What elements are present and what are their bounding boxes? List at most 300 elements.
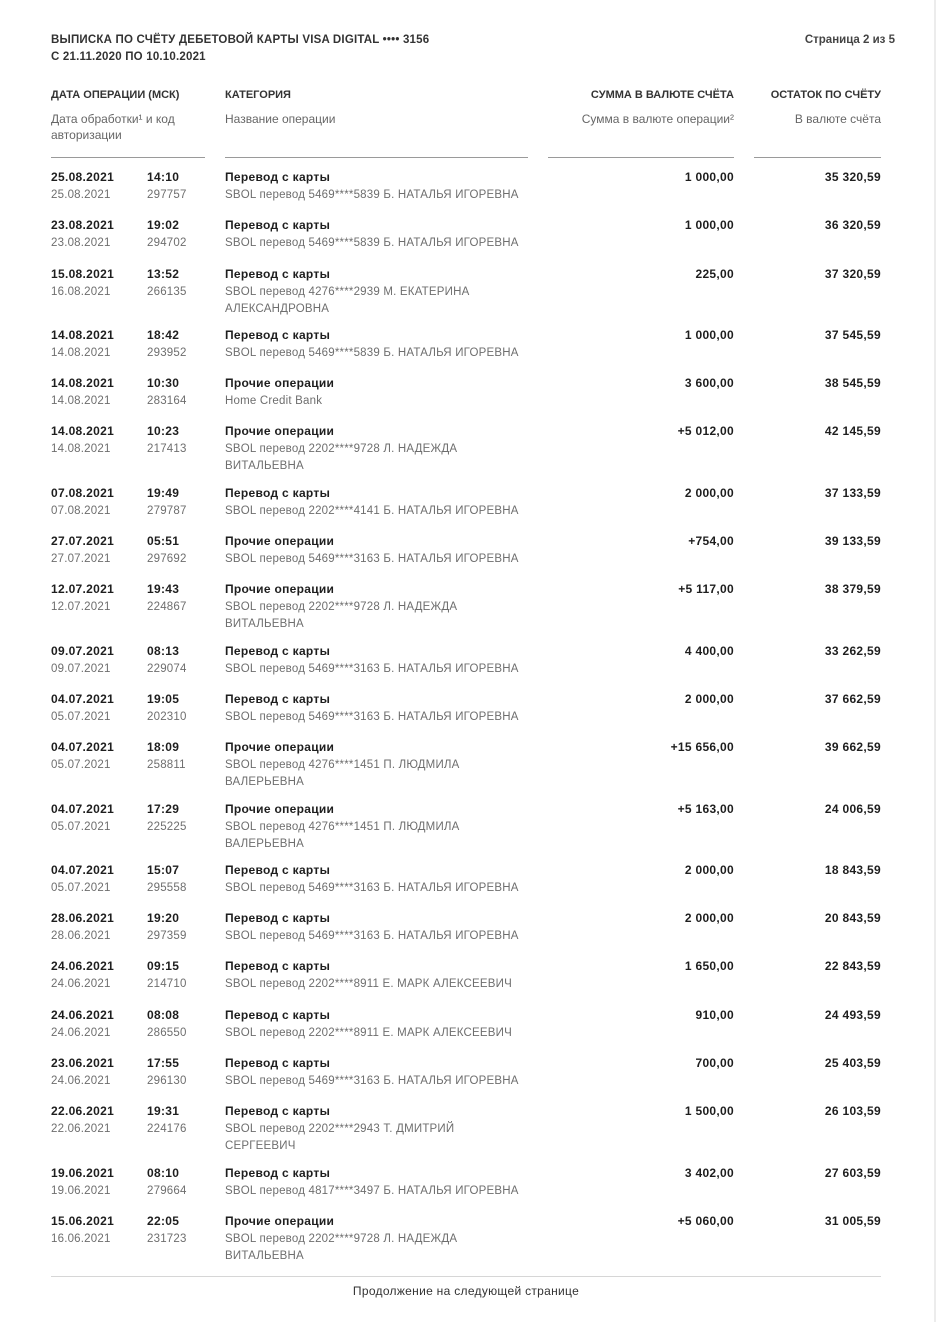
authorization-code: 266135 bbox=[147, 285, 187, 298]
transaction-row bbox=[51, 641, 881, 689]
operation-name bbox=[225, 187, 548, 204]
operation-amount: 1 500,00 bbox=[684, 1104, 734, 1119]
authorization-code: 224867 bbox=[147, 601, 187, 614]
operation-name bbox=[225, 880, 548, 897]
operation-name bbox=[225, 1183, 548, 1200]
account-balance-cell bbox=[734, 689, 881, 730]
transaction-row bbox=[51, 1005, 881, 1053]
operation-amount-cell bbox=[548, 215, 734, 256]
account-balance-cell bbox=[734, 737, 881, 791]
account-balance-cell bbox=[734, 641, 881, 682]
operation-category-cell bbox=[225, 737, 548, 791]
operation-category: Перевод с карты bbox=[225, 170, 331, 184]
operation-time-cell bbox=[147, 908, 225, 949]
operation-amount-cell bbox=[548, 1101, 734, 1155]
operation-time: 09:15 bbox=[147, 959, 180, 974]
operation-amount: 3 402,00 bbox=[684, 1165, 734, 1180]
operation-name bbox=[225, 599, 548, 633]
operation-amount: 4 400,00 bbox=[684, 643, 734, 658]
operation-name-line: SBOL перевод 2202****9728 Л. НАДЕЖДА bbox=[225, 601, 458, 614]
operation-category: Перевод с карты bbox=[225, 1056, 331, 1071]
transaction-row bbox=[51, 1163, 881, 1211]
operation-time-cell bbox=[147, 737, 225, 791]
column-header-category bbox=[225, 87, 528, 158]
operation-date: 23.06.2021 bbox=[51, 1056, 115, 1071]
authorization-code: 286550 bbox=[147, 1026, 187, 1039]
processing-date: 05.07.2021 bbox=[51, 820, 111, 833]
operation-amount: 1 000,00 bbox=[684, 170, 734, 184]
operation-date-cell bbox=[51, 579, 147, 633]
authorization-code: 225225 bbox=[147, 820, 187, 833]
operation-category: Прочие операции bbox=[225, 376, 335, 391]
operation-date: 04.07.2021 bbox=[51, 740, 115, 755]
processing-date: 14.08.2021 bbox=[51, 443, 111, 456]
operation-time: 15:07 bbox=[147, 862, 180, 877]
account-balance-cell bbox=[734, 579, 881, 633]
operation-name-line: SBOL перевод 5469****5839 Б. НАТАЛЬЯ ИГОРЕВНА bbox=[225, 189, 519, 201]
operation-date: 14.08.2021 bbox=[51, 424, 115, 439]
operation-amount: 700,00 bbox=[695, 1056, 734, 1071]
operation-name bbox=[225, 709, 548, 726]
operation-name bbox=[225, 1025, 548, 1042]
operation-date: 04.07.2021 bbox=[51, 801, 115, 816]
authorization-code: 231723 bbox=[147, 1232, 187, 1245]
operation-amount-cell bbox=[548, 1005, 734, 1046]
authorization-code: 293952 bbox=[147, 346, 187, 359]
operation-time-cell bbox=[147, 373, 225, 414]
operation-amount: 2 000,00 bbox=[684, 485, 734, 500]
operation-time: 13:52 bbox=[147, 266, 180, 281]
operation-time: 08:08 bbox=[147, 1007, 180, 1022]
account-balance-cell bbox=[734, 167, 881, 208]
operation-amount: 225,00 bbox=[695, 266, 734, 281]
column-header-balance bbox=[754, 87, 881, 158]
operation-name-line: SBOL перевод 5469****5839 Б. НАТАЛЬЯ ИГОРЕВНА bbox=[225, 237, 519, 250]
operation-name-line: SBOL перевод 2202****2943 Т. ДМИТРИЙ bbox=[225, 1123, 455, 1136]
authorization-code: 283164 bbox=[147, 395, 187, 408]
operation-name-line: ВИТАЛЬЕВНА bbox=[225, 1249, 304, 1262]
operation-category-cell bbox=[225, 860, 548, 901]
account-balance-cell bbox=[734, 531, 881, 572]
processing-date: 09.07.2021 bbox=[51, 662, 111, 675]
transaction-row bbox=[51, 264, 881, 325]
operation-amount-cell bbox=[548, 1163, 734, 1204]
account-balance: 24 006,59 bbox=[824, 801, 881, 816]
column-subtitle: В валюте счёта bbox=[794, 112, 881, 126]
operation-date: 14.08.2021 bbox=[51, 376, 115, 391]
account-balance: 42 145,59 bbox=[824, 424, 881, 439]
account-balance-cell bbox=[734, 1163, 881, 1204]
operation-time: 18:42 bbox=[147, 327, 180, 342]
operation-name-line: SBOL перевод 4276****2939 М. ЕКАТЕРИНА bbox=[225, 285, 470, 298]
transaction-row bbox=[51, 1211, 881, 1272]
operation-date-cell bbox=[51, 215, 147, 256]
operation-category-cell bbox=[225, 325, 548, 366]
operation-name-line: SBOL перевод 2202****9728 Л. НАДЕЖДА bbox=[225, 1232, 458, 1245]
account-balance-cell bbox=[734, 264, 881, 318]
operation-date-cell bbox=[51, 373, 147, 414]
operation-category-cell bbox=[225, 167, 548, 208]
operation-category: Перевод с карты bbox=[225, 1104, 331, 1119]
processing-date: 23.08.2021 bbox=[51, 237, 111, 250]
authorization-code: 295558 bbox=[147, 881, 187, 894]
account-balance-cell bbox=[734, 1005, 881, 1046]
operation-amount: 3 600,00 bbox=[684, 376, 734, 391]
account-balance-cell bbox=[734, 421, 881, 475]
operation-amount-cell bbox=[548, 956, 734, 997]
account-balance-cell bbox=[734, 956, 881, 997]
statement-header bbox=[51, 32, 429, 66]
operation-amount: 2 000,00 bbox=[684, 911, 734, 926]
column-subtitle: Дата обработки¹ и код авторизации bbox=[51, 112, 175, 142]
operation-amount: +5 060,00 bbox=[677, 1213, 734, 1228]
operation-name bbox=[225, 235, 548, 252]
operation-time: 10:30 bbox=[147, 376, 180, 391]
account-balance: 35 320,59 bbox=[824, 170, 881, 184]
operation-date-cell bbox=[51, 860, 147, 901]
operation-name-line: SBOL перевод 5469****3163 Б. НАТАЛЬЯ ИГОРЕВНА bbox=[225, 710, 519, 723]
account-balance: 18 843,59 bbox=[824, 862, 881, 877]
operation-date: 09.07.2021 bbox=[51, 643, 115, 658]
processing-date: 12.07.2021 bbox=[51, 601, 111, 614]
operation-category: Перевод с карты bbox=[225, 691, 331, 706]
operation-amount-cell bbox=[548, 531, 734, 572]
processing-date: 14.08.2021 bbox=[51, 346, 111, 359]
operation-amount-cell bbox=[548, 1211, 734, 1265]
column-header-amount bbox=[548, 87, 734, 158]
operation-category-cell bbox=[225, 373, 548, 414]
operation-name bbox=[225, 1073, 548, 1090]
operation-category: Перевод с карты bbox=[225, 266, 331, 281]
account-balance-cell bbox=[734, 325, 881, 366]
operation-amount-cell bbox=[548, 373, 734, 414]
operation-amount-cell bbox=[548, 264, 734, 318]
operation-date-cell bbox=[51, 908, 147, 949]
processing-date: 27.07.2021 bbox=[51, 553, 111, 566]
authorization-code: 297757 bbox=[147, 189, 187, 201]
operation-amount-cell bbox=[548, 483, 734, 524]
account-balance: 37 320,59 bbox=[824, 266, 881, 281]
transaction-row bbox=[51, 956, 881, 1004]
operation-time-cell bbox=[147, 1163, 225, 1204]
statement-period: С 21.11.2020 ПО 10.10.2021 bbox=[51, 51, 206, 63]
processing-date: 24.06.2021 bbox=[51, 1075, 111, 1088]
operation-name-line: SBOL перевод 5469****3163 Б. НАТАЛЬЯ ИГОРЕВНА bbox=[225, 662, 519, 675]
operation-time: 19:02 bbox=[147, 218, 180, 233]
operation-date: 23.08.2021 bbox=[51, 218, 115, 233]
operation-amount-cell bbox=[548, 737, 734, 791]
operation-date-cell bbox=[51, 737, 147, 791]
operation-amount: +15 656,00 bbox=[670, 740, 734, 755]
operation-amount: +5 163,00 bbox=[677, 801, 734, 816]
processing-date: 24.06.2021 bbox=[51, 1026, 111, 1039]
operation-name-line: SBOL перевод 5469****3163 Б. НАТАЛЬЯ ИГОРЕВНА bbox=[225, 881, 519, 894]
operation-name-line: SBOL перевод 4276****1451 П. ЛЮДМИЛА bbox=[225, 820, 460, 833]
operation-category: Перевод с карты bbox=[225, 218, 331, 233]
operation-time: 19:49 bbox=[147, 485, 180, 500]
operation-category: Прочие операции bbox=[225, 534, 335, 549]
operation-category-cell bbox=[225, 1053, 548, 1094]
operation-name bbox=[225, 393, 548, 410]
column-subtitle: Сумма в валюте операции² bbox=[581, 112, 734, 126]
footer-divider bbox=[51, 1276, 881, 1277]
operation-amount-cell bbox=[548, 641, 734, 682]
operation-category-cell bbox=[225, 1163, 548, 1204]
account-balance: 31 005,59 bbox=[824, 1213, 881, 1228]
operation-time-cell bbox=[147, 167, 225, 208]
processing-date: 28.06.2021 bbox=[51, 930, 111, 943]
authorization-code: 217413 bbox=[147, 443, 187, 456]
processing-date: 25.08.2021 bbox=[51, 189, 111, 201]
operation-date: 14.08.2021 bbox=[51, 327, 115, 342]
operation-category: Перевод с карты bbox=[225, 1165, 331, 1180]
processing-date: 16.06.2021 bbox=[51, 1232, 111, 1245]
operation-name-line: SBOL перевод 2202****8911 Е. МАРК АЛЕКСЕЕВИЧ bbox=[225, 978, 512, 991]
processing-date: 22.06.2021 bbox=[51, 1123, 111, 1136]
processing-date: 24.06.2021 bbox=[51, 978, 111, 991]
operation-time: 08:10 bbox=[147, 1165, 180, 1180]
operation-name bbox=[225, 1121, 548, 1155]
operation-time: 18:09 bbox=[147, 740, 180, 755]
transaction-row bbox=[51, 860, 881, 908]
authorization-code: 279664 bbox=[147, 1184, 187, 1197]
operation-time: 14:10 bbox=[147, 170, 180, 184]
operation-category: Перевод с карты bbox=[225, 959, 331, 974]
operation-name-line: SBOL перевод 5469****3163 Б. НАТАЛЬЯ ИГОРЕВНА bbox=[225, 553, 519, 566]
operation-time: 19:31 bbox=[147, 1104, 180, 1119]
operation-time-cell bbox=[147, 1101, 225, 1155]
operation-date-cell bbox=[51, 264, 147, 318]
page-number: Страница 2 из 5 bbox=[804, 34, 895, 46]
operation-name bbox=[225, 551, 548, 568]
authorization-code: 258811 bbox=[147, 759, 186, 772]
transaction-row bbox=[51, 373, 881, 421]
account-balance-cell bbox=[734, 215, 881, 256]
operation-name-line: SBOL перевод 2202****4141 Б. НАТАЛЬЯ ИГОРЕВНА bbox=[225, 504, 519, 517]
operation-time: 17:29 bbox=[147, 801, 180, 816]
operation-time-cell bbox=[147, 1211, 225, 1265]
operation-date: 25.08.2021 bbox=[51, 170, 115, 184]
account-balance: 38 545,59 bbox=[824, 376, 881, 391]
account-balance: 37 133,59 bbox=[824, 485, 881, 500]
operation-date: 07.08.2021 bbox=[51, 485, 115, 500]
operation-time-cell bbox=[147, 860, 225, 901]
operation-time-cell bbox=[147, 264, 225, 318]
operation-amount: 1 650,00 bbox=[684, 959, 734, 974]
operation-category: Перевод с карты bbox=[225, 327, 331, 342]
account-balance: 27 603,59 bbox=[824, 1165, 881, 1180]
transaction-row bbox=[51, 167, 881, 215]
operation-name-line: СЕРГЕЕВИЧ bbox=[225, 1140, 296, 1153]
operation-time-cell bbox=[147, 1053, 225, 1094]
operation-date-cell bbox=[51, 1053, 147, 1094]
operation-name bbox=[225, 284, 548, 318]
account-balance-cell bbox=[734, 1053, 881, 1094]
account-balance: 33 262,59 bbox=[824, 643, 881, 658]
transaction-row bbox=[51, 215, 881, 263]
operation-date-cell bbox=[51, 799, 147, 853]
column-title: КАТЕГОРИЯ bbox=[225, 89, 291, 101]
operation-amount-cell bbox=[548, 1053, 734, 1094]
operation-name bbox=[225, 757, 548, 791]
operation-time: 10:23 bbox=[147, 424, 180, 439]
account-balance-cell bbox=[734, 860, 881, 901]
operation-category: Прочие операции bbox=[225, 582, 335, 597]
operation-amount: 1 000,00 bbox=[684, 327, 734, 342]
operation-name bbox=[225, 819, 548, 853]
operation-date: 24.06.2021 bbox=[51, 1007, 115, 1022]
operation-date: 22.06.2021 bbox=[51, 1104, 115, 1119]
operation-name bbox=[225, 928, 548, 945]
processing-date: 05.07.2021 bbox=[51, 710, 111, 723]
operation-time-cell bbox=[147, 799, 225, 853]
operation-category-cell bbox=[225, 908, 548, 949]
operation-date-cell bbox=[51, 956, 147, 997]
operation-time-cell bbox=[147, 531, 225, 572]
operation-amount-cell bbox=[548, 860, 734, 901]
account-balance: 20 843,59 bbox=[824, 911, 881, 926]
authorization-code: 229074 bbox=[147, 662, 187, 675]
operation-date: 24.06.2021 bbox=[51, 959, 115, 974]
authorization-code: 294702 bbox=[147, 237, 187, 250]
operation-time: 17:55 bbox=[147, 1056, 180, 1071]
authorization-code: 297692 bbox=[147, 553, 187, 566]
transaction-row bbox=[51, 483, 881, 531]
operation-name bbox=[225, 1231, 548, 1265]
operation-date: 15.08.2021 bbox=[51, 266, 115, 281]
transaction-row bbox=[51, 689, 881, 737]
column-title: СУММА В ВАЛЮТЕ СЧЁТА bbox=[590, 89, 734, 101]
operation-name-line: ВИТАЛЬЕВНА bbox=[225, 618, 304, 631]
column-subtitle: Название операции bbox=[225, 112, 336, 126]
operation-date: 19.06.2021 bbox=[51, 1165, 115, 1180]
operation-time-cell bbox=[147, 641, 225, 682]
operation-category: Перевод с карты bbox=[225, 911, 331, 926]
operation-name-line: SBOL перевод 5469****3163 Б. НАТАЛЬЯ ИГОРЕВНА bbox=[225, 1075, 519, 1088]
account-balance-cell bbox=[734, 908, 881, 949]
continuation-note: Продолжение на следующей странице bbox=[352, 1284, 580, 1298]
operation-amount-cell bbox=[548, 325, 734, 366]
authorization-code: 214710 bbox=[147, 978, 187, 991]
account-balance: 39 662,59 bbox=[824, 740, 881, 755]
transaction-row bbox=[51, 908, 881, 956]
operation-date-cell bbox=[51, 1211, 147, 1265]
operation-category: Прочие операции bbox=[225, 801, 335, 816]
authorization-code: 296130 bbox=[147, 1075, 187, 1088]
account-balance: 26 103,59 bbox=[824, 1104, 881, 1119]
operation-date: 04.07.2021 bbox=[51, 862, 115, 877]
operation-amount-cell bbox=[548, 579, 734, 633]
operation-date-cell bbox=[51, 167, 147, 208]
transaction-row bbox=[51, 1053, 881, 1101]
operation-category-cell bbox=[225, 641, 548, 682]
operation-category-cell bbox=[225, 531, 548, 572]
account-balance: 39 133,59 bbox=[824, 534, 881, 549]
operation-name-line: SBOL перевод 4276****1451 П. ЛЮДМИЛА bbox=[225, 759, 460, 772]
operation-category-cell bbox=[225, 799, 548, 853]
operation-category: Прочие операции bbox=[225, 740, 335, 755]
operation-amount: +5 117,00 bbox=[678, 582, 734, 597]
operation-date: 28.06.2021 bbox=[51, 911, 115, 926]
operation-category-cell bbox=[225, 579, 548, 633]
operation-amount: +5 012,00 bbox=[677, 424, 734, 439]
operation-name-line: SBOL перевод 5469****5839 Б. НАТАЛЬЯ ИГОРЕВНА bbox=[225, 346, 519, 359]
transaction-row bbox=[51, 579, 881, 640]
account-balance-cell bbox=[734, 373, 881, 414]
account-balance: 38 379,59 bbox=[824, 582, 881, 597]
column-title: ОСТАТОК ПО СЧЁТУ bbox=[770, 89, 881, 101]
operation-date: 15.06.2021 bbox=[51, 1213, 115, 1228]
operation-category-cell bbox=[225, 956, 548, 997]
operation-name-line: ВАЛЕРЬЕВНА bbox=[225, 837, 304, 850]
account-balance: 36 320,59 bbox=[824, 218, 881, 233]
authorization-code: 202310 bbox=[147, 710, 187, 723]
operation-time: 08:13 bbox=[147, 643, 180, 658]
operation-time-cell bbox=[147, 689, 225, 730]
operation-time: 19:05 bbox=[147, 691, 180, 706]
operation-name bbox=[225, 345, 548, 362]
operation-category-cell bbox=[225, 215, 548, 256]
account-balance-cell bbox=[734, 1101, 881, 1155]
operation-name bbox=[225, 661, 548, 678]
account-balance: 22 843,59 bbox=[824, 959, 881, 974]
operation-date-cell bbox=[51, 1005, 147, 1046]
operation-name-line: ВАЛЕРЬЕВНА bbox=[225, 776, 304, 789]
operation-date-cell bbox=[51, 1101, 147, 1155]
processing-date: 05.07.2021 bbox=[51, 759, 111, 772]
operation-amount-cell bbox=[548, 167, 734, 208]
operation-time-cell bbox=[147, 325, 225, 366]
transactions-list bbox=[51, 167, 881, 1272]
operation-amount-cell bbox=[548, 908, 734, 949]
operation-date-cell bbox=[51, 641, 147, 682]
column-header-date bbox=[51, 87, 205, 158]
operation-amount: 2 000,00 bbox=[684, 691, 734, 706]
operation-name bbox=[225, 503, 548, 520]
operation-time-cell bbox=[147, 215, 225, 256]
operation-time-cell bbox=[147, 421, 225, 475]
operation-name-line: SBOL перевод 2202****9728 Л. НАДЕЖДА bbox=[225, 443, 458, 456]
operation-date-cell bbox=[51, 483, 147, 524]
authorization-code: 224176 bbox=[147, 1123, 187, 1136]
operation-date-cell bbox=[51, 531, 147, 572]
operation-category: Перевод с карты bbox=[225, 485, 331, 500]
operation-date-cell bbox=[51, 421, 147, 475]
transaction-row bbox=[51, 325, 881, 373]
operation-amount-cell bbox=[548, 799, 734, 853]
operation-amount: +754,00 bbox=[688, 534, 734, 549]
operation-category-cell bbox=[225, 1005, 548, 1046]
operation-date: 12.07.2021 bbox=[51, 582, 115, 597]
operation-date-cell bbox=[51, 1163, 147, 1204]
operation-date: 04.07.2021 bbox=[51, 691, 115, 706]
operation-category-cell bbox=[225, 1211, 548, 1265]
operation-category: Перевод с карты bbox=[225, 862, 331, 877]
operation-category-cell bbox=[225, 264, 548, 318]
operation-name-line: ВИТАЛЬЕВНА bbox=[225, 460, 304, 473]
operation-name-line: SBOL перевод 5469****3163 Б. НАТАЛЬЯ ИГОРЕВНА bbox=[225, 930, 519, 943]
operation-amount: 1 000,00 bbox=[684, 218, 734, 233]
authorization-code: 279787 bbox=[147, 504, 187, 517]
account-balance-cell bbox=[734, 483, 881, 524]
operation-category: Перевод с карты bbox=[225, 643, 331, 658]
operation-date: 27.07.2021 bbox=[51, 534, 115, 549]
operation-category: Прочие операции bbox=[225, 1213, 335, 1228]
operation-name-line: SBOL перевод 2202****8911 Е. МАРК АЛЕКСЕЕВИЧ bbox=[225, 1026, 512, 1039]
operation-name-line: АЛЕКСАНДРОВНА bbox=[225, 302, 330, 315]
account-balance-cell bbox=[734, 799, 881, 853]
operation-time: 22:05 bbox=[147, 1213, 180, 1228]
